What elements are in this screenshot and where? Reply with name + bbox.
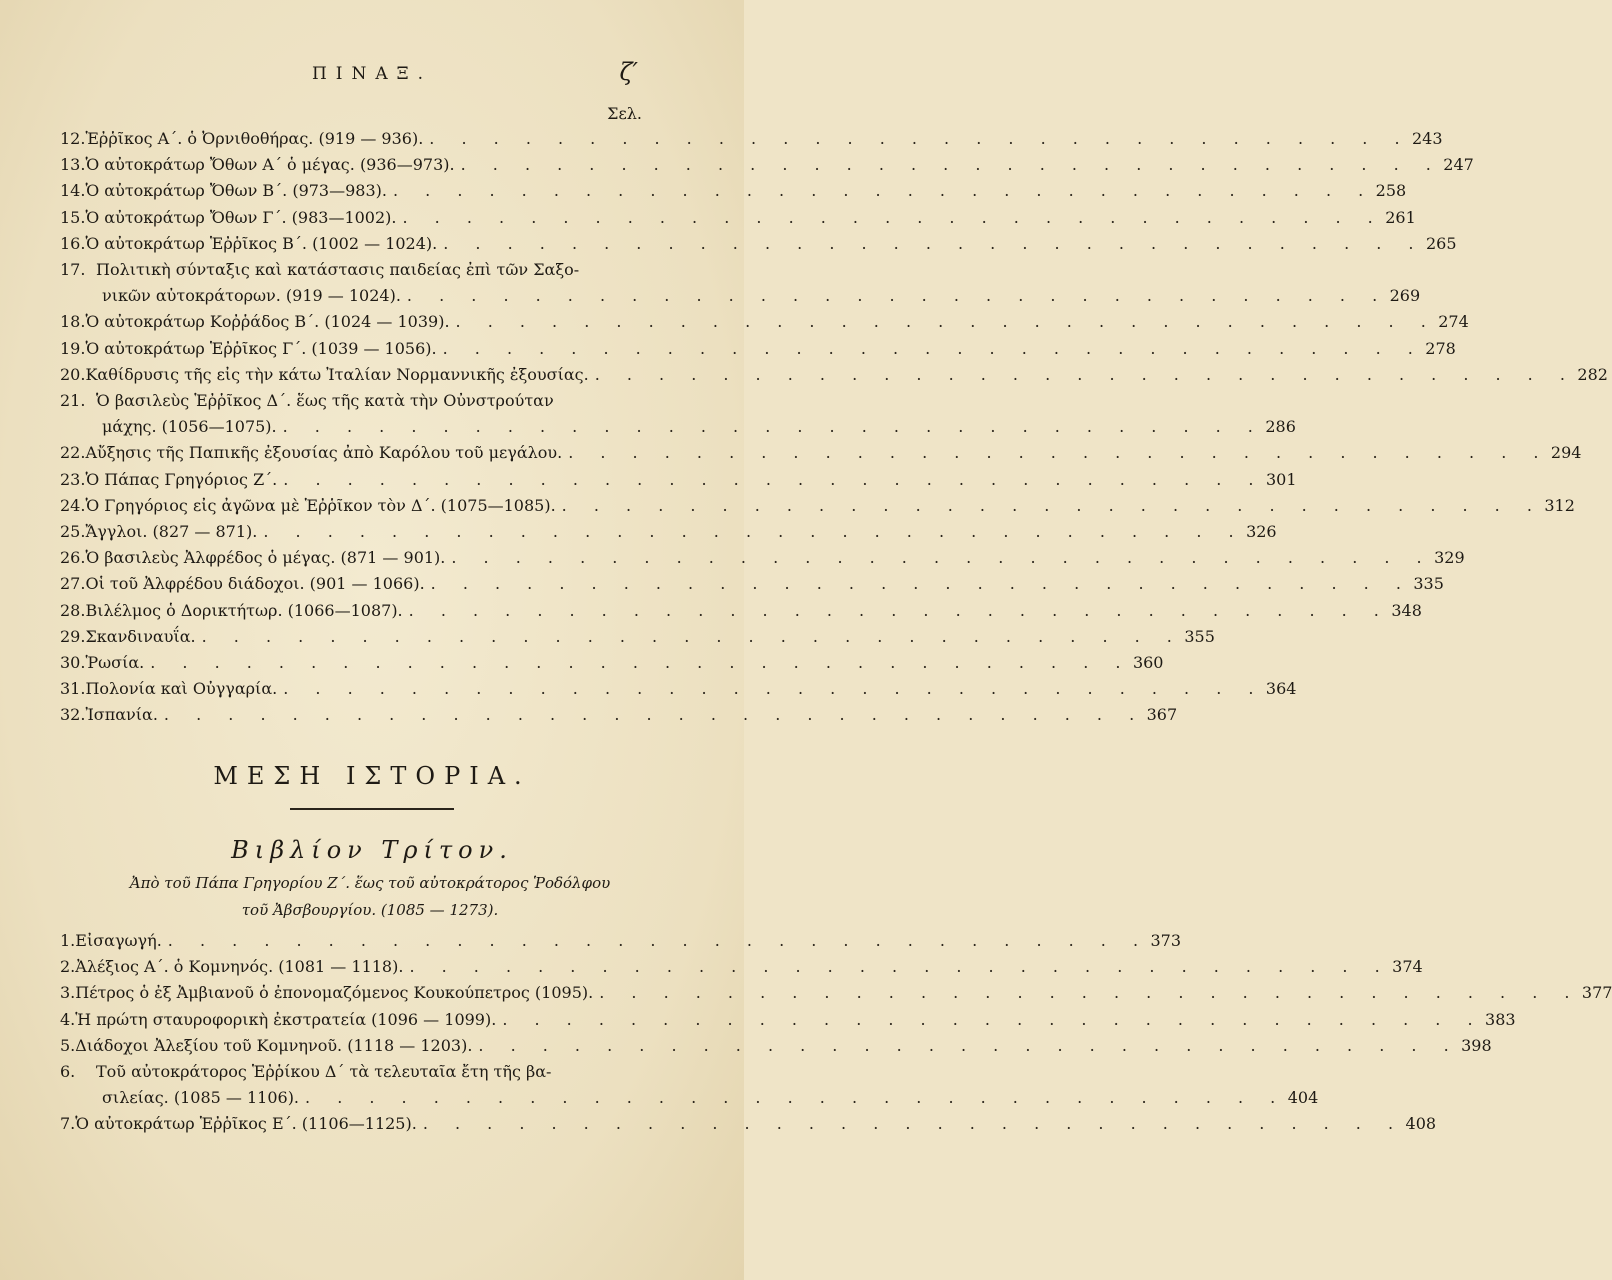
toc-entry-page: 398 <box>1461 1035 1492 1055</box>
dot-leader: . . . . . . . . . . . . . . . . . . . . . . . . . . . . . . . <box>430 574 1412 594</box>
toc-entry-line <box>60 205 1416 231</box>
dot-leader: . . . . . . . . . . . . . . . . . . . . . . . . . . . . . . . <box>305 1088 1287 1108</box>
dot-leader: . . . . . . . . . . . . . . . . . . . . . . . . . . . . . . . <box>594 364 1576 384</box>
toc-entry-page: 377 <box>1581 983 1612 1003</box>
toc-entry <box>60 928 1182 954</box>
toc-entry-title: Διάδοχοι Ἀλεξίου τοῦ Κομνηνοῦ. (1118 — 1203). <box>75 1035 473 1055</box>
toc-entry-number: 23. <box>60 469 86 489</box>
toc-entry-number: 18. <box>60 312 86 332</box>
dot-leader: . . . . . . . . . . . . . . . . . . . . . . . . . . . . . . . <box>282 417 1264 437</box>
toc-entry-line <box>60 1085 1319 1111</box>
toc-entry-title: Πολονία καὶ Οὐγγαρία. <box>85 679 278 699</box>
toc-entry-page: 335 <box>1413 574 1444 594</box>
dot-leader: . . . . . . . . . . . . . . . . . . . . . . . . . . . . . . . <box>150 653 1132 673</box>
toc-entry-page: 247 <box>1443 155 1474 175</box>
toc-entry-page: 282 <box>1577 364 1608 384</box>
toc-entry-title: Ὁ αὐτοκράτωρ Ὄθων Α΄ ὁ μέγας. (936—973). <box>85 155 455 175</box>
toc-entry-line <box>60 624 1215 650</box>
dot-leader: . . . . . . . . . . . . . . . . . . . . . . . . . . . . . . . <box>599 983 1581 1003</box>
toc-entry-line <box>60 388 644 414</box>
toc-entry-line <box>60 702 1178 728</box>
dot-leader: . . . . . . . . . . . . . . . . . . . . . . . . . . . . . . . <box>408 600 1390 620</box>
toc-entry <box>60 257 1421 309</box>
toc-entry <box>60 954 1423 980</box>
toc-entry-line <box>60 283 1421 309</box>
page-number: ζ′ <box>619 58 638 86</box>
toc-entry <box>60 702 1178 728</box>
toc-entry-number: 32. <box>60 705 86 725</box>
toc-entry <box>60 545 1465 571</box>
toc-entry-page: 408 <box>1405 1114 1437 1134</box>
toc-entry-page: 329 <box>1434 548 1465 568</box>
dot-leader: . . . . . . . . . . . . . . . . . . . . . . . . . . . . . . . <box>283 469 1265 489</box>
book-subtitle <box>90 870 650 924</box>
toc-entry-number: 28. <box>60 600 86 620</box>
toc-entry-number: 29. <box>60 626 86 646</box>
dot-leader: . . . . . . . . . . . . . . . . . . . . . . . . . . . . . . . <box>402 207 1384 227</box>
page-column-label: Σελ. <box>607 104 642 123</box>
toc-entry <box>60 1033 1492 1059</box>
toc-entry-page: 374 <box>1392 957 1423 977</box>
toc-entry-number: 17. <box>60 260 86 280</box>
toc-entry-line <box>60 414 1296 440</box>
divider-rule <box>290 808 454 810</box>
toc-entry <box>60 152 1474 178</box>
toc-entry-line <box>60 336 1456 362</box>
toc-entry-number: 2. <box>60 957 76 977</box>
toc-entry-line <box>60 1059 644 1085</box>
toc-entry-number: 6. <box>60 1062 76 1082</box>
toc-lower-list <box>60 928 1612 1138</box>
toc-entry-title: μάχης. (1056—1075). <box>102 417 277 437</box>
toc-entry <box>60 980 1612 1006</box>
toc-entry-number: 16. <box>60 233 86 253</box>
toc-entry-line <box>60 309 1469 335</box>
toc-entry-page: 286 <box>1265 417 1296 437</box>
toc-entry-title: Πέτρος ὁ ἐξ Ἀμβιανοῦ ὁ ἐπονομαζόμενος Κουκούπετρος (1095). <box>75 983 594 1003</box>
toc-entry-page: 367 <box>1146 705 1178 725</box>
toc-entry-title: Ὁ βασιλεὺς Ἀλφρέδος ὁ μέγας. (871 — 901). <box>85 548 446 568</box>
toc-entry-number: 13. <box>60 155 86 175</box>
toc-entry-line <box>60 178 1407 204</box>
toc-entry-title: σιλείας. (1085 — 1106). <box>102 1088 300 1108</box>
toc-entry-title: Ἀλέξιος Α΄. ὁ Κομνηνός. (1081 — 1118). <box>75 957 404 977</box>
toc-entry-page: 243 <box>1412 129 1443 148</box>
toc-entry-page: 265 <box>1425 233 1457 253</box>
book-subtitle-line: Ἀπὸ τοῦ Πάπα Γρηγορίου Ζ΄. ἕως τοῦ αὐτοκράτορος Ῥοδόλφου <box>129 874 611 892</box>
toc-entry-page: 383 <box>1485 1009 1516 1029</box>
toc-entry-line <box>60 257 644 283</box>
section-title: ΜΕΣΗ ΙΣΤΟΡΙΑ. <box>213 762 531 790</box>
dot-leader: . . . . . . . . . . . . . . . . . . . . . . . . . . . . . . . <box>201 626 1183 646</box>
toc-entry <box>60 126 1443 152</box>
toc-entry-line <box>60 1033 1492 1059</box>
dot-leader: . . . . . . . . . . . . . . . . . . . . . . . . . . . . . . . <box>429 129 1411 148</box>
toc-entry-title: Ὁ αὐτοκράτωρ Ὄθων Γ΄. (983—1002). <box>85 207 397 227</box>
toc-entry-number: 26. <box>60 548 86 568</box>
toc-entry-page: 373 <box>1150 931 1182 950</box>
toc-entry-page: 360 <box>1132 653 1164 673</box>
toc-entry-line <box>60 1111 1437 1137</box>
toc-entry-title: Ὁ Πάπας Γρηγόριος Ζ΄. <box>85 469 278 489</box>
toc-entry-line <box>60 231 1457 257</box>
toc-entry <box>60 1059 1319 1111</box>
dot-leader: . . . . . . . . . . . . . . . . . . . . . . . . . . . . . . . <box>167 931 1150 950</box>
toc-entry-title: Σκανδιναυΐα. <box>85 626 196 646</box>
toc-entry-number: 30. <box>60 653 86 673</box>
dot-leader: . . . . . . . . . . . . . . . . . . . . . . . . . . . . . . . <box>478 1035 1460 1055</box>
toc-entry-title: Εἰσαγωγή. <box>75 931 162 950</box>
toc-entry <box>60 598 1422 624</box>
toc-entry-page: 404 <box>1287 1088 1319 1108</box>
toc-entry-line <box>60 571 1444 597</box>
toc-entry-number: 27. <box>60 574 86 594</box>
toc-entry-line <box>60 152 1474 178</box>
toc-entry-page: 355 <box>1184 626 1215 646</box>
toc-entry-line <box>60 928 1182 954</box>
dot-leader: . . . . . . . . . . . . . . . . . . . . . . . . . . . . . . . <box>406 286 1389 306</box>
toc-entry-line <box>60 676 1297 702</box>
toc-entry-line <box>60 362 1608 388</box>
toc-entry-page: 269 <box>1389 286 1421 306</box>
dot-leader: . . . . . . . . . . . . . . . . . . . . . . . . . . . . . . . <box>422 1114 1405 1134</box>
toc-entry-title: Ὁ Γρηγόριος εἰς ἀγῶνα μὲ Ἑῤῥῖκον τὸν Δ΄. (1075—1085). <box>85 495 556 515</box>
toc-entry-title: Ἰσπανία. <box>85 705 158 725</box>
dot-leader: . . . . . . . . . . . . . . . . . . . . . . . . . . . . . . . <box>392 181 1375 201</box>
toc-entry-page: 348 <box>1391 600 1422 620</box>
dot-leader: . . . . . . . . . . . . . . . . . . . . . . . . . . . . . . . <box>163 705 1146 725</box>
toc-entry-title: Ὁ αὐτοκράτωρ Κοῤῥάδος Β΄. (1024 — 1039). <box>85 312 450 332</box>
toc-entry <box>60 440 1582 466</box>
dot-leader: . . . . . . . . . . . . . . . . . . . . . . . . . . . . . . . <box>451 548 1433 568</box>
toc-entry-title: Ὁ αὐτοκράτωρ Ἑῤῥῖκος Ε΄. (1106—1125). <box>75 1114 417 1134</box>
toc-entry-title: Ῥωσία. <box>85 653 145 673</box>
dot-leader: . . . . . . . . . . . . . . . . . . . . . . . . . . . . . . . <box>561 495 1543 515</box>
toc-entry-title: Ὁ αὐτοκράτωρ Ὄθων Β΄. (973—983). <box>85 181 387 201</box>
toc-entry-title: νικῶν αὐτοκράτορων. (919 — 1024). <box>102 286 401 306</box>
toc-entry-number: 19. <box>60 338 86 358</box>
toc-entry-line <box>60 545 1465 571</box>
dot-leader: . . . . . . . . . . . . . . . . . . . . . . . . . . . . . . . <box>568 443 1550 463</box>
toc-entry-number: 4. <box>60 1009 76 1029</box>
dot-leader: . . . . . . . . . . . . . . . . . . . . . . . . . . . . . . . <box>460 155 1442 175</box>
toc-entry-number: 12. <box>60 129 86 148</box>
dot-leader: . . . . . . . . . . . . . . . . . . . . . . . . . . . . . . . <box>455 312 1437 332</box>
toc-entry-number: 31. <box>60 679 86 699</box>
toc-entry <box>60 624 1215 650</box>
toc-entry-title: Ὁ αὐτοκράτωρ Ἑῤῥῖκος Β΄. (1002 — 1024). <box>85 233 438 253</box>
toc-entry <box>60 309 1469 335</box>
toc-entry-number: 15. <box>60 207 86 227</box>
toc-entry-line <box>60 954 1423 980</box>
toc-entry-number: 24. <box>60 495 86 515</box>
toc-upper-list <box>60 126 1608 729</box>
toc-entry-line <box>60 467 1297 493</box>
toc-entry-line <box>60 126 1443 152</box>
toc-entry-page: 274 <box>1438 312 1469 332</box>
toc-entry <box>60 493 1575 519</box>
book-title: Βιβλίον Τρίτον. <box>231 836 513 864</box>
toc-entry <box>60 178 1407 204</box>
dot-leader: . . . . . . . . . . . . . . . . . . . . . . . . . . . . . . . <box>442 338 1424 358</box>
toc-entry-number: 20. <box>60 364 86 384</box>
toc-entry <box>60 467 1297 493</box>
dot-leader: . . . . . . . . . . . . . . . . . . . . . . . . . . . . . . . <box>409 957 1391 977</box>
toc-entry-page: 326 <box>1246 522 1277 542</box>
toc-entry-line <box>60 440 1582 466</box>
toc-entry-title: Ὁ αὐτοκράτωρ Ἑῤῥῖκος Γ΄. (1039 — 1056). <box>85 338 437 358</box>
toc-entry-number: 14. <box>60 181 86 201</box>
toc-entry-title: Βιλέλμος ὁ Δορικτήτωρ. (1066—1087). <box>85 600 403 620</box>
toc-entry-title: Οἱ τοῦ Ἀλφρέδου διάδοχοι. (901 — 1066). <box>85 574 425 594</box>
toc-entry <box>60 388 1296 440</box>
toc-entry-number: 7. <box>60 1114 76 1134</box>
toc-entry-number: 25. <box>60 522 86 542</box>
dot-leader: . . . . . . . . . . . . . . . . . . . . . . . . . . . . . . . <box>443 233 1425 253</box>
toc-entry-title: Τοῦ αὐτοκράτορος Ἑῤῥίκου Δ΄ τὰ τελευταῖα ἔτη τῆς βα- <box>96 1062 552 1082</box>
toc-entry-number: 3. <box>60 983 76 1003</box>
toc-entry-page: 301 <box>1265 469 1297 489</box>
toc-entry <box>60 650 1164 676</box>
toc-entry-number: 21. <box>60 391 86 411</box>
toc-entry-page: 258 <box>1375 181 1407 201</box>
toc-entry-title: Ἑῤῥῖκος Α΄. ὁ Ὀρνιθοθήρας. (919 — 936). <box>85 129 424 148</box>
toc-entry <box>60 362 1608 388</box>
toc-entry-page: 312 <box>1544 495 1575 515</box>
toc-entry-number: 1. <box>60 931 76 950</box>
toc-entry-line <box>60 1007 1516 1033</box>
toc-entry <box>60 1007 1516 1033</box>
dot-leader: . . . . . . . . . . . . . . . . . . . . . . . . . . . . . . . <box>283 679 1265 699</box>
toc-entry-line <box>60 650 1164 676</box>
toc-entry <box>60 336 1456 362</box>
dot-leader: . . . . . . . . . . . . . . . . . . . . . . . . . . . . . . . <box>263 522 1245 542</box>
toc-entry-page: 261 <box>1385 207 1416 227</box>
toc-entry-line <box>60 493 1575 519</box>
toc-entry-line <box>60 519 1277 545</box>
page-header-title: ΠΙΝΑΞ. <box>311 64 433 84</box>
dot-leader: . . . . . . . . . . . . . . . . . . . . . . . . . . . . . . . <box>502 1009 1484 1029</box>
toc-entry-title: Πολιτικὴ σύνταξις καὶ κατάστασις παιδείας ἐπὶ τῶν Σαξο- <box>96 260 580 280</box>
toc-entry-line <box>60 598 1422 624</box>
toc-entry-page: 278 <box>1425 338 1456 358</box>
toc-entry <box>60 1111 1437 1137</box>
book-subtitle-line: τοῦ Ἀβσβουργίου. (1085 — 1273). <box>241 901 499 919</box>
toc-entry <box>60 205 1416 231</box>
toc-entry-page: 364 <box>1265 679 1297 699</box>
toc-entry-title: Αὔξησις τῆς Παπικῆς ἐξουσίας ἀπὸ Καρόλου τοῦ μεγάλου. <box>85 443 563 463</box>
toc-entry-number: 22. <box>60 443 86 463</box>
toc-entry-title: Καθίδρυσις τῆς εἰς τὴν κάτω Ἰταλίαν Νορμαννικῆς ἐξουσίας. <box>85 364 589 384</box>
toc-entry-line <box>60 980 1612 1006</box>
toc-entry-title: Ὁ βασιλεὺς Ἑῤῥῖκος Δ΄. ἕως τῆς κατὰ τὴν Οὐνστρούταν <box>96 391 554 411</box>
toc-entry <box>60 571 1444 597</box>
toc-entry <box>60 676 1297 702</box>
toc-entry <box>60 231 1457 257</box>
toc-entry-number: 5. <box>60 1035 76 1055</box>
toc-entry-title: Ἡ πρώτη σταυροφορικὴ ἐκστρατεία (1096 — 1099). <box>75 1009 497 1029</box>
toc-entry <box>60 519 1277 545</box>
toc-entry-title: Ἄγγλοι. (827 — 871). <box>85 522 258 542</box>
toc-entry-page: 294 <box>1550 443 1582 463</box>
